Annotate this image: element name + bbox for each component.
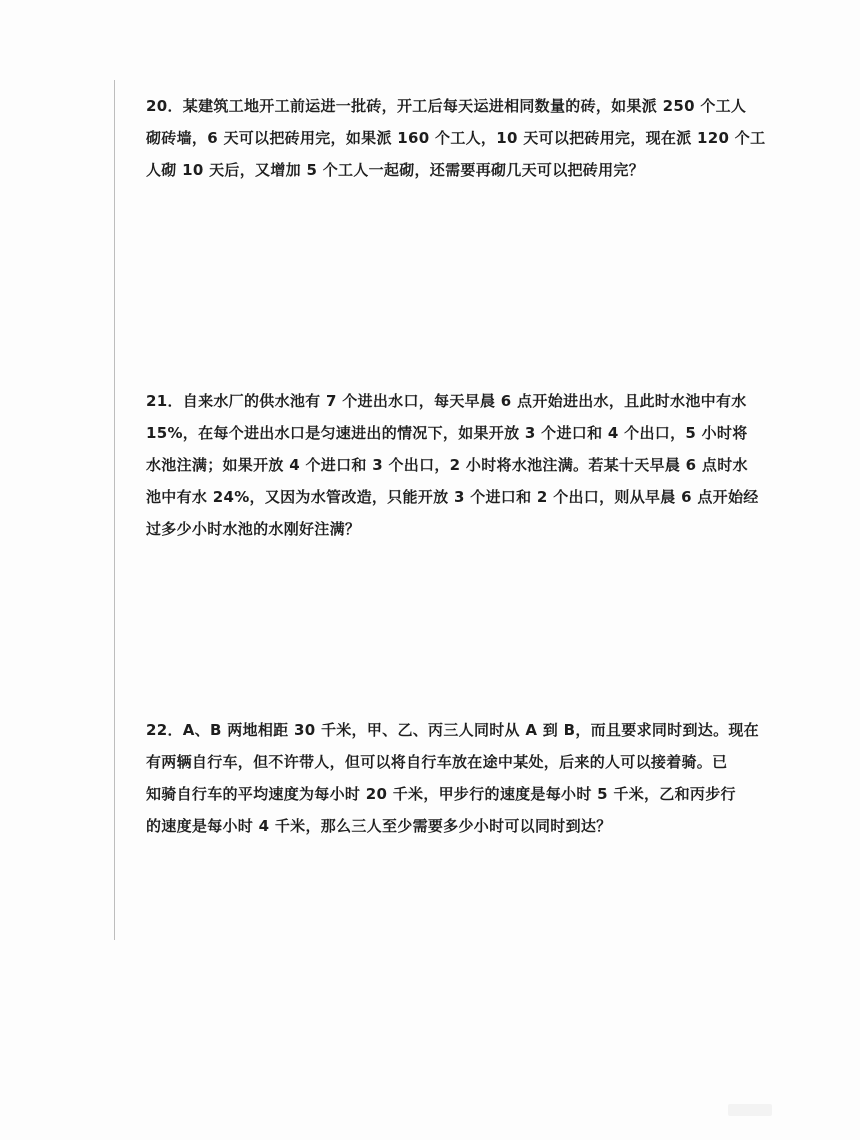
question-line: 水池注满；如果开放 4 个进口和 3 个出口，2 小时将水池注满。若某十天早晨 6 点时水 — [146, 456, 748, 474]
question-line: 的速度是每小时 4 千米，那么三人至少需要多少小时可以同时到达？ — [146, 817, 612, 835]
question-line: 22．A、B 两地相距 30 千米，甲、乙、丙三人同时从 A 到 B，而且要求同时到达。现在 — [146, 721, 759, 739]
question-line: 20．某建筑工地开工前运进一批砖，开工后每天运进相同数量的砖，如果派 250 个工人 — [146, 97, 747, 115]
question-line: 知骑自行车的平均速度为每小时 20 千米，甲步行的速度是每小时 5 千米，乙和丙步行 — [146, 785, 736, 803]
margin-rule — [114, 80, 115, 940]
question-line: 有两辆自行车，但不许带人，但可以将自行车放在途中某处，后来的人可以接着骑。已 — [146, 753, 728, 771]
question-line: 砌砖墙，6 天可以把砖用完，如果派 160 个工人，10 天可以把砖用完，现在派 120 个工 — [146, 129, 766, 147]
question-line: 15%，在每个进出水口是匀速进出的情况下，如果开放 3 个进口和 4 个出口，5 小时将 — [146, 424, 748, 442]
scan-smudge — [728, 1104, 772, 1116]
question-20 — [146, 90, 766, 186]
question-21 — [146, 385, 760, 545]
question-line: 池中有水 24%，又因为水管改造，只能开放 3 个进口和 2 个出口，则从早晨 6 点开始经 — [146, 488, 759, 506]
question-line: 21．自来水厂的供水池有 7 个进出水口，每天早晨 6 点开始进出水，且此时水池中有水 — [146, 392, 747, 410]
question-line: 过多少小时水池的水刚好注满？ — [146, 520, 361, 538]
question-line: 人砌 10 天后，又增加 5 个工人一起砌，还需要再砌几天可以把砖用完？ — [146, 161, 645, 179]
question-22 — [146, 714, 760, 842]
